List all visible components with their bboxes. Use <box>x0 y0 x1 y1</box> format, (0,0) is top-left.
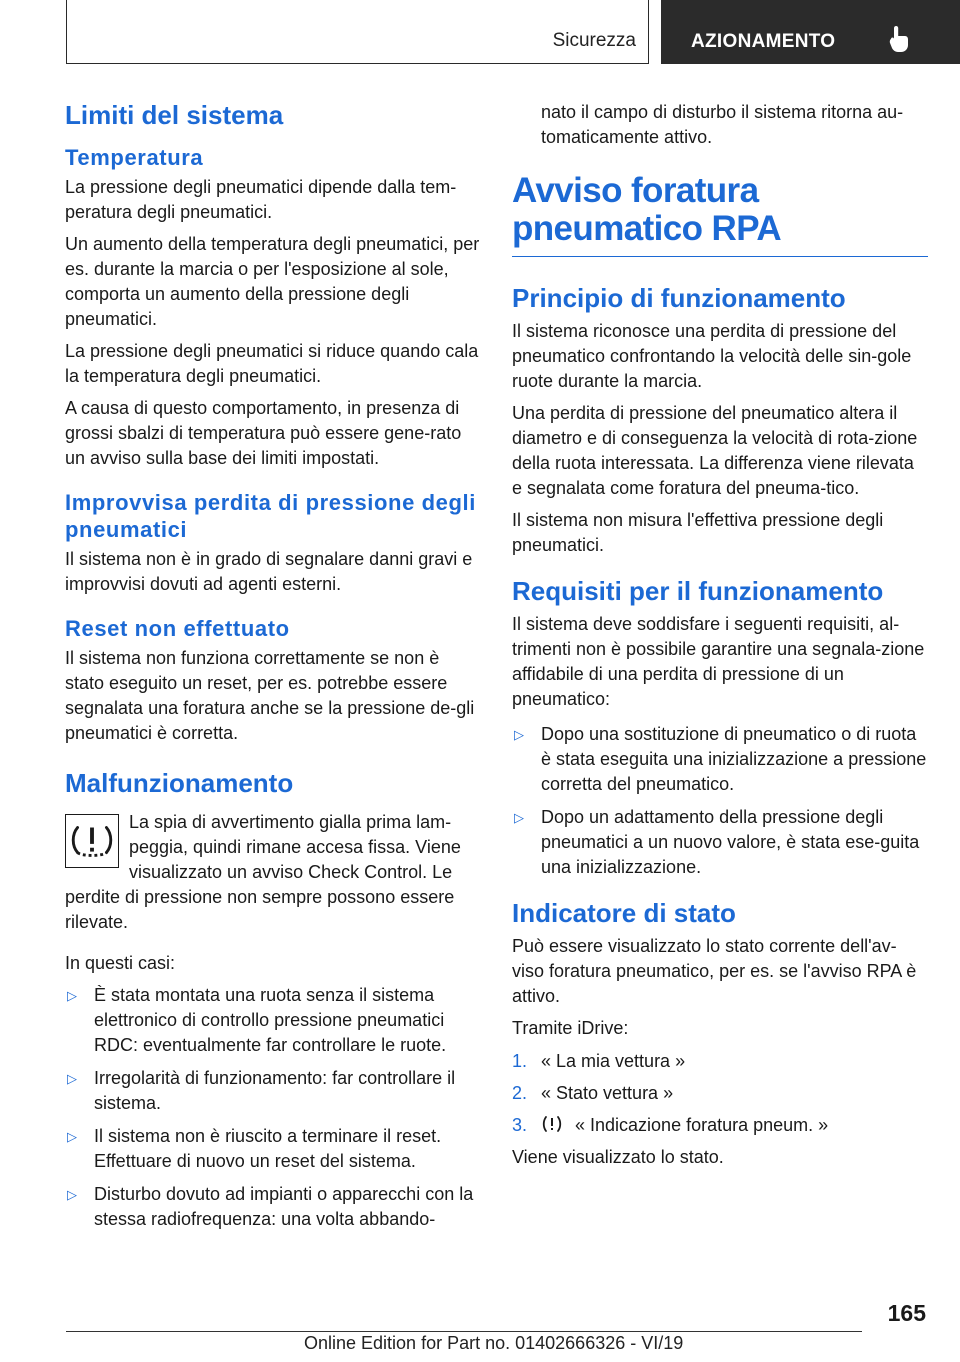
flat-tire-icon <box>541 1114 563 1134</box>
footer-edition: Online Edition for Part no. 01402666326 - VI/19 <box>304 1333 684 1353</box>
list-item: ▷ Irregolarità di funzionamento: far controllare il sistema. <box>67 1068 456 1113</box>
cases-list <box>65 983 480 1232</box>
right-column <box>512 100 928 1177</box>
sudden-loss-paragraph: Il sistema non è in grado di segnalare danni gravi e improvvisi dovuti ad agenti esterni. <box>65 549 473 594</box>
list-item: ▷ È stata montata una ruota senza il sistema elettronico di controllo pressione pneumatici RDC: eventualmente far controllare le ruote. <box>67 985 447 1055</box>
list-item: ▷ Dopo un adattamento della pressione degli pneumatici a un nuovo valore, è stata ese-guita una inizializzazione. <box>514 807 920 877</box>
status-paragraph-3: Viene visualizzato lo stato. <box>512 1147 724 1167</box>
rpa-heading: Avviso foratura pneumatico RPA <box>512 172 928 257</box>
list-item: ▷ Dopo una sostituzione di pneumatico o di ruota è stata eseguita una inizializzazione a pressione corretta del pneumatico. <box>514 724 927 794</box>
idrive-steps <box>512 1049 928 1138</box>
temperature-paragraph-1: La pressione degli pneumatici dipende dalla tem-peratura degli pneumatici. <box>65 177 457 222</box>
sudden-loss-heading: Improvvisa perdita di pressione degli pneumatici <box>65 490 476 542</box>
cases-intro: In questi casi: <box>65 953 176 973</box>
bullet-triangle-icon: ▷ <box>67 1129 77 1144</box>
reset-heading: Reset non effettuato <box>65 616 290 641</box>
malfunction-block <box>65 810 480 935</box>
page-header <box>66 0 960 66</box>
reset-paragraph: Il sistema non funziona correttamente se non è stato eseguito un reset, per es. potrebbe essere segnalata una foratura anche se la pressione de-gli pneumatici è corretta. <box>65 648 475 743</box>
requirements-heading: Requisiti per il funzionamento <box>512 576 884 606</box>
principle-paragraph-1: Il sistema riconosce una perdita di pressione del pneumatico confrontando la velocità delle sin-gole ruote durante la marcia. <box>512 321 912 391</box>
requirements-list <box>512 722 928 880</box>
chapter-label: AZIONAMENTO <box>691 31 836 52</box>
principle-paragraph-2: Una perdita di pressione del pneumatico altera il diametro e di conseguenza la velocità di rota-zione della ruota interessata. La differenza viene rilevata e segnalata come foratura del pneuma-tico. <box>512 403 918 498</box>
tire-pressure-warning-icon <box>65 814 119 868</box>
bullet-triangle-icon: ▷ <box>67 1187 77 1202</box>
temperature-paragraph-4: A causa di questo comportamento, in presenza di grossi sbalzi di temperatura può essere gene-rato un avviso sulla base dei limiti impostati. <box>65 398 462 468</box>
requirements-paragraph: Il sistema deve soddisfare i seguenti requisiti, al-trimenti non è possibile garantire una segnala-zione affidabile di una perdita di pressione di un pneumatico: <box>512 614 925 709</box>
status-paragraph-2: Tramite iDrive: <box>512 1018 629 1038</box>
list-item: 2. « Stato vettura » <box>512 1083 674 1103</box>
continued-paragraph: nato il campo di disturbo il sistema ritorna au-tomaticamente attivo. <box>541 102 904 147</box>
bullet-triangle-icon: ▷ <box>67 1071 77 1086</box>
list-item: ▷ Disturbo dovuto ad impianti o apparecchi con la stessa radiofrequenza: una volta abbando- <box>67 1184 474 1229</box>
page-number: 165 <box>887 1300 926 1326</box>
principle-heading: Principio di funzionamento <box>512 283 846 313</box>
status-paragraph-1: Può essere visualizzato lo stato corrente dell'av-viso foratura pneumatico, per es. se l'avviso RPA è attivo. <box>512 936 917 1006</box>
bullet-triangle-icon: ▷ <box>514 727 524 742</box>
temperature-heading: Temperatura <box>65 145 204 170</box>
status-heading: Indicatore di stato <box>512 898 736 928</box>
principle-paragraph-3: Il sistema non misura l'effettiva pressione degli pneumatici. <box>512 510 884 555</box>
malfunction-paragraph: La spia di avvertimento gialla prima lam-peggia, quindi rimane accesa fissa. Viene visualizzato un avviso Check Control. Le perdite di pressione non sempre possono essere rilevate. <box>65 812 461 932</box>
hand-pointer-icon <box>889 26 909 52</box>
list-item: 1. « La mia vettura » <box>512 1051 686 1071</box>
limits-heading: Limiti del sistema <box>65 100 284 130</box>
list-item: ▷ Il sistema non è riuscito a terminare il reset. Effettuare di nuovo un reset del sistema. <box>67 1126 442 1171</box>
left-column <box>65 100 480 1240</box>
section-label: Sicurezza <box>552 30 636 51</box>
footer-divider <box>66 1331 862 1332</box>
temperature-paragraph-2: Un aumento della temperatura degli pneumatici, per es. durante la marcia o per l'esposizione al sole, comporta un aumento della pressione degli pneumatici. <box>65 234 480 329</box>
section-tab <box>66 0 649 64</box>
bullet-triangle-icon: ▷ <box>514 810 524 825</box>
bullet-triangle-icon: ▷ <box>67 988 77 1003</box>
chapter-tab <box>661 0 960 64</box>
list-item: 3. « Indicazione foratura pneum. » <box>512 1115 829 1135</box>
malfunction-heading: Malfunzionamento <box>65 768 294 798</box>
temperature-paragraph-3: La pressione degli pneumatici si riduce quando cala la temperatura degli pneumatici. <box>65 341 479 386</box>
